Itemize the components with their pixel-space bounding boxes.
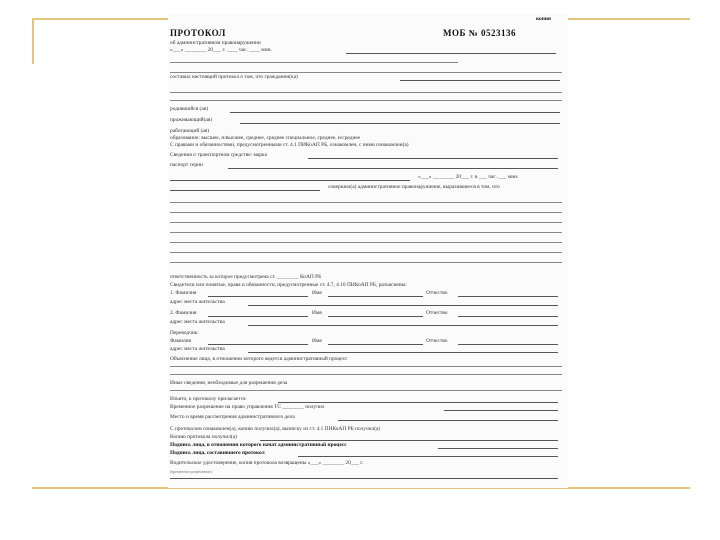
decorative-vertical-rule (32, 18, 34, 64)
interpreter-address-label: адрес места жительства (170, 346, 225, 352)
witness1-address-label: адрес места жительства (170, 299, 225, 305)
protocol-document (168, 14, 568, 488)
copy-received-line: С протоколом ознакомлен(а), копию получил(а), выписку из ст. 4.1 ПИКоАП РБ получил(а) (170, 426, 381, 432)
interpreter-surname-label: Фамилия (170, 338, 192, 344)
witness1-patronymic-label: Отчество (426, 290, 448, 296)
attached-line: Изъято, к протоколу прилагается (170, 396, 246, 402)
license-line: Временное разрешение на право управления ТС ________ получил (170, 404, 325, 410)
resides-line: проживающий(ая) (170, 117, 213, 123)
signature-person-label: Подпись лица, в отношении которого начат административный процесс (170, 442, 347, 448)
works-line: работающий (ая) (170, 128, 210, 134)
other-info-line: Иные сведения, необходимые для разрешения дела (170, 380, 288, 386)
passport-line: паспорт серии (170, 162, 203, 168)
born-line: родившийся (ая) (170, 106, 209, 112)
document-title: ПРОТОКОЛ (170, 28, 226, 38)
witness2-name-label: Имя (312, 310, 322, 316)
drew-up-line: составил настоящий протокол о том, что гражданин(ка) (170, 74, 298, 80)
subtitle: об административном правонарушении (170, 40, 261, 46)
witness1-surname-label: 1. Фамилия (170, 290, 197, 296)
witness2-patronymic-label: Отчество (426, 310, 448, 316)
vehicle-line: Сведения о транспортном средстве: марка (170, 152, 267, 158)
offense-line: совершил(а) административное правонарушение, выразившееся в том, что (328, 184, 500, 190)
education-line: образование: высшее, н/высшее, среднее, среднее специальное, среднее, н/среднее (170, 135, 361, 141)
date-line: «___» ________ 20___ г. ____ час. ____ мин. (170, 47, 272, 53)
return-note-line: Водительское удостоверение, копия протокола возвращены «___» ________ 20___ г. (170, 460, 364, 466)
witness2-surname-label: 2. Фамилия (170, 310, 197, 316)
witness2-address-label: адрес места жительства (170, 319, 225, 325)
fact-date-line: «___» ________ 20___ г. в ___ час. ___ мин. (418, 174, 519, 180)
place-of-case-line: Место и время рассмотрения административного дела (170, 414, 295, 420)
interpreter-patronymic-label: Отчество (426, 338, 448, 344)
copy-mark: копия (536, 16, 551, 22)
liability-line: ответственность за которое предусмотрена ст. ________ КоАП РБ (170, 274, 322, 280)
interpreter-label: Переводчик: (170, 330, 199, 336)
signature-officer-label: Подпись лица, составившего протокол (170, 450, 265, 456)
witness1-name-label: Имя (312, 290, 322, 296)
temporary-permit-note: (временное разрешение) (170, 469, 212, 474)
explanation-line: Объяснение лица, в отношении которого ведется административный процесс (170, 356, 348, 362)
rights-line: С правами и обязанностями, предусмотренными ст. 4.1 ПИКоАП РБ, ознакомлен, с ними ознакомлен(а) (170, 142, 409, 148)
interpreter-name-label: Имя (312, 338, 322, 344)
protocol-number: МОБ № 0523136 (443, 28, 516, 38)
copy-count-line: Копию протокола получил(а) (170, 434, 237, 440)
witnesses-line: Свидетели или понятые, права и обязанности, предусмотренные ст. 4.7, 4.10 ПИКоАП РБ, разъяснены: (170, 282, 407, 288)
